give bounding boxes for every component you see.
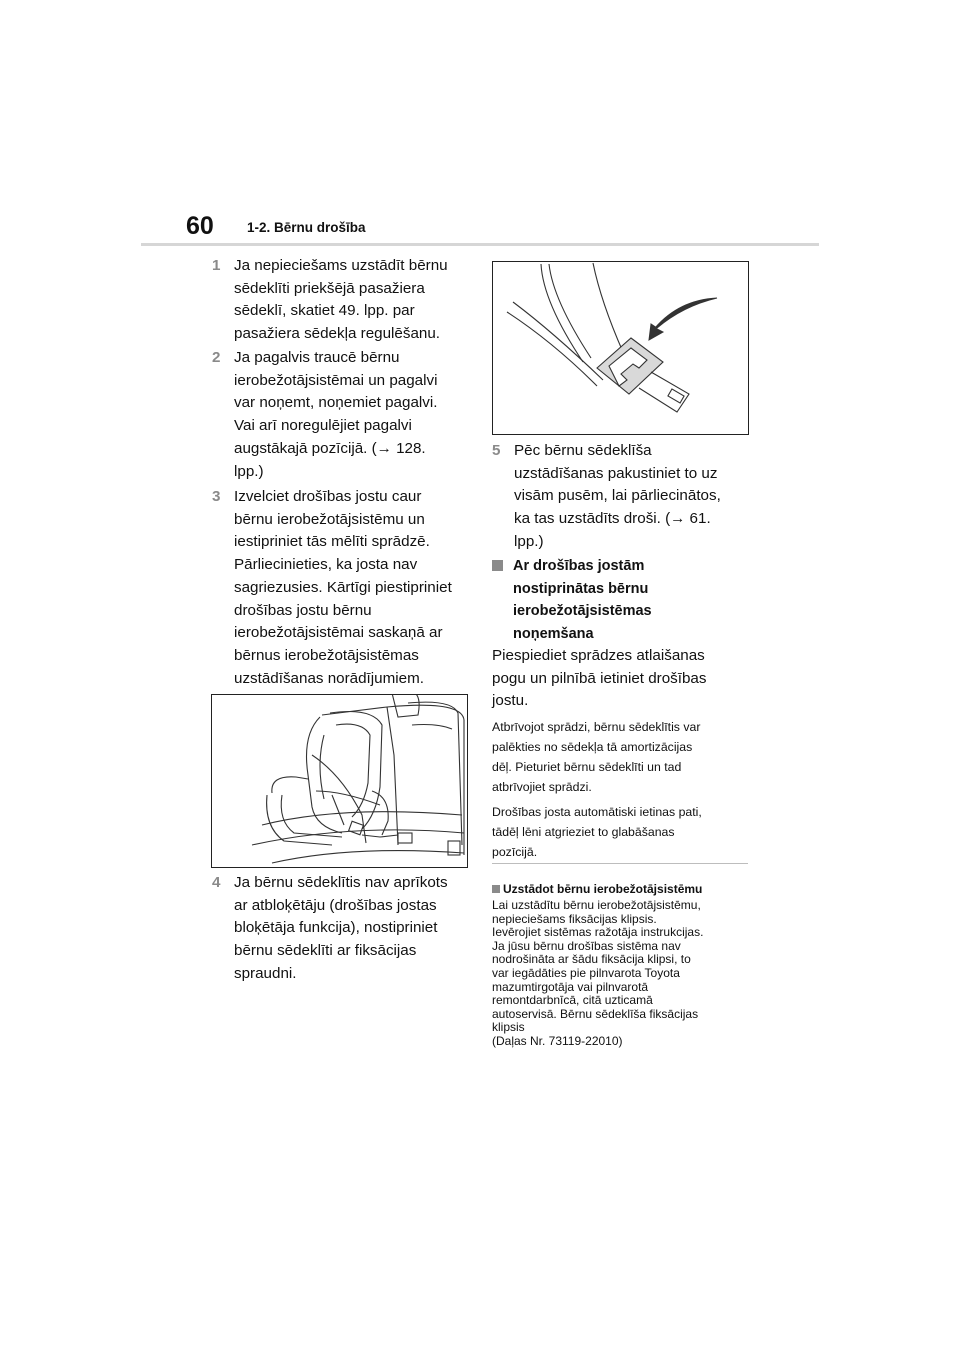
step-3 [212, 486, 482, 696]
removal-text: Piespiediet sprādzes atlaišanas pogu un pilnībā ietiniet drošības jostu. [492, 647, 707, 710]
section-divider [492, 863, 748, 864]
step-4 [212, 872, 482, 992]
header-rule [141, 243, 819, 246]
step-text: Ja bērnu sēdeklītis nav aprīkots ar atbloķētāju (drošības jostas bloķētāja funkcija), nostipriniet bērnu sēdeklīti ar fiksācijas spraudni. [234, 874, 448, 982]
installing-heading [492, 882, 762, 897]
step-text: Izvelciet drošības jostu caur bērnu ierobežotājsistēmu un iestipriniet tās mēlīti sprādzē. Pārliecinieties, ka josta nav sagriezusies. Kārtīgi piestipriniet drošības jostu bērnu ierobežotājsistēmai saskaņā ar bērnus ierobežotājsistēmas uzstādīšanas norādījumiem. [234, 488, 452, 687]
heading-bullet [492, 560, 503, 571]
child-seat-illustration [211, 694, 468, 868]
step-5 [492, 440, 752, 555]
heading-bullet [492, 885, 500, 893]
step-number: 5 [492, 442, 501, 459]
step-number: 3 [212, 488, 221, 505]
step-number: 1 [212, 257, 221, 274]
buckle-illustration [492, 261, 749, 435]
step-number: 4 [212, 874, 221, 891]
step-number: 2 [212, 349, 221, 366]
installing-heading-text: Uzstādot bērnu ierobežotājsistēmu [503, 882, 703, 896]
buckle-drawing [493, 262, 748, 434]
page-number: 60 [186, 212, 214, 240]
step-text: Ja nepieciešams uzstādīt bērnu sēdeklīti priekšējā pasažiera sēdeklī, skatiet 49. lpp. par pasažiera sēdekļa regulēšanu. [234, 257, 448, 343]
child-seat-drawing [212, 695, 467, 867]
step-text: Ja pagalvis traucē bērnu ierobežotājsistēmai un pagalvi var noņemt, noņemiet pagalvi. Vai arī noregulējiet pagalvi augstākajā pozīcijā. (→ 128. lpp.) [234, 349, 438, 480]
section-title: 1-2. Bērnu drošība [247, 220, 366, 235]
step-text: Pēc bērnu sēdeklīša uzstādīšanas pakustiniet to uz visām pusēm, lai pārliecinātos, ka tas uzstādīts droši. (→ 61. lpp.) [514, 442, 721, 550]
step-2 [212, 347, 472, 485]
installing-text: Lai uzstādītu bērnu ierobežotājsistēmu, nepieciešams fiksācijas klipsis. Ievērojiet sistēmas ražotāja instrukcijas. Ja jūsu bērnu drošības sistēma nav nodrošināta ar šādu fiksācija klipsi, to var iegādāties pie pilnvarota Toyota mazumtirgotāja vai pilnvarotā remontdarbnīcā, citā uzticamā autoservisā. Bērnu sēdeklīša fiksācijas klipsis (Daļas Nr. 73119-22010) [492, 898, 704, 1048]
removal-heading [492, 555, 752, 647]
step-1 [212, 255, 472, 347]
removal-heading-text: Ar drošības jostām nostiprinātas bērnu ierobežotājsistēmas noņemšana [513, 558, 652, 642]
removal-note-1: Atbrīvojot sprādzi, bērnu sēdeklītis var palēkties no sēdekļa tā amortizācijas dēļ. Pieturiet bērnu sēdeklīti un tad atbrīvojiet sprādzi. [492, 720, 701, 794]
removal-note-2: Drošības josta automātiski ietinas pati, tādēļ lēni atgrieziet to glabāšanas pozīcijā. [492, 805, 702, 859]
